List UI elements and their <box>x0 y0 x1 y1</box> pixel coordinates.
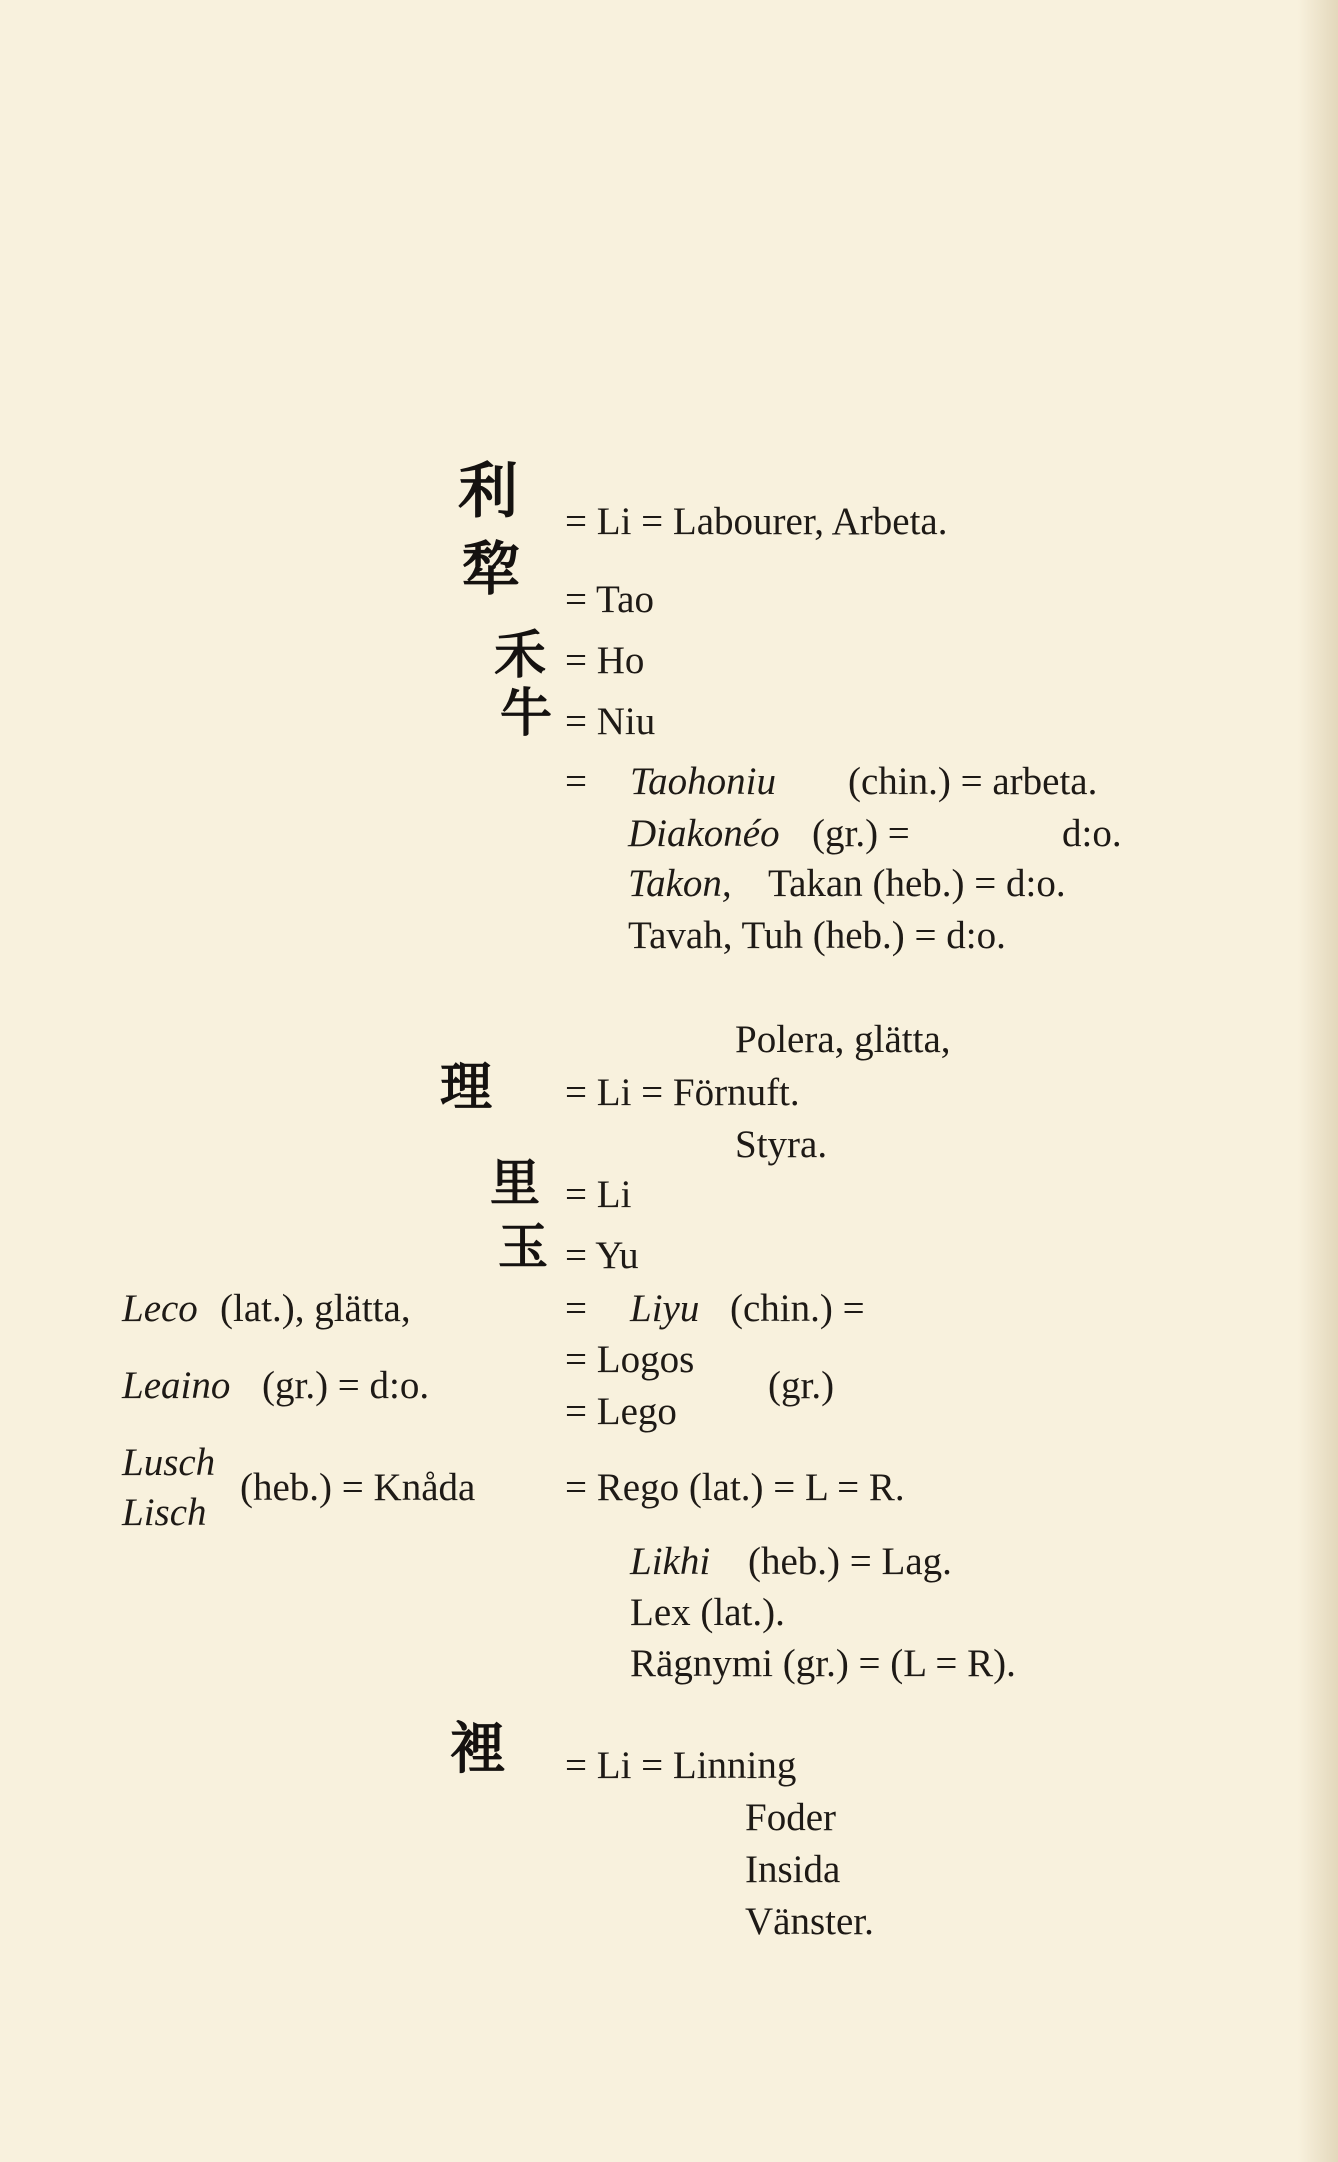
ho-line: = Ho <box>565 639 645 682</box>
diakoneo-word: Diakonéo <box>628 812 780 855</box>
leaino-word: Leaino <box>122 1364 231 1407</box>
vanster-line: Vänster. <box>745 1900 874 1943</box>
yu-line: = Yu <box>565 1234 639 1277</box>
foder-line: Foder <box>745 1796 836 1839</box>
takon-word: Takon, <box>628 862 732 905</box>
li-fornuft-line: = Li = Förnuft. <box>565 1071 800 1114</box>
insida-line: Insida <box>745 1848 841 1891</box>
leco-definition: (lat.), glätta, <box>220 1287 411 1330</box>
tao-line: = Tao <box>565 578 654 621</box>
logos-lego-greek-label: (gr.) <box>768 1364 835 1407</box>
lex-line: Lex (lat.). <box>630 1591 785 1634</box>
niu-line: = Niu <box>565 700 656 743</box>
lusch-word: Lusch <box>122 1441 216 1484</box>
liyu-definition: (chin.) = <box>730 1287 865 1330</box>
chinese-char-niu: 牛 <box>500 684 553 744</box>
takon-definition: Takan (heb.) = d:o. <box>768 862 1066 905</box>
li-line: = Li <box>565 1173 632 1216</box>
diakoneo-ditto: d:o. <box>1062 812 1122 855</box>
chinese-char-ho: 禾 <box>494 626 547 686</box>
heb-knada-line: (heb.) = Knåda <box>240 1466 476 1509</box>
li-linning-line: = Li = Linning <box>565 1744 797 1787</box>
lisch-word: Lisch <box>122 1491 207 1534</box>
lego-line: = Lego <box>565 1390 677 1433</box>
chinese-char-tao: 犂 <box>462 535 521 603</box>
taohoniu-definition: (chin.) = arbeta. <box>848 760 1098 803</box>
diakoneo-definition: (gr.) = <box>812 812 910 855</box>
leaino-definition: (gr.) = d:o. <box>262 1364 430 1407</box>
chinese-char-li-reason: 理 <box>440 1058 493 1118</box>
rego-line: = Rego (lat.) = L = R. <box>565 1466 905 1509</box>
liyu-equals: = <box>565 1287 587 1330</box>
tavah-line: Tavah, Tuh (heb.) = d:o. <box>628 914 1006 957</box>
taohoniu-equals: = <box>565 760 587 803</box>
liyu-word: Liyu <box>630 1287 700 1330</box>
taohoniu-word: Taohoniu <box>630 760 776 803</box>
chinese-char-li-village: 里 <box>490 1154 540 1212</box>
likhi-definition: (heb.) = Lag. <box>748 1540 952 1583</box>
styra-line: Styra. <box>735 1123 828 1166</box>
logos-line: = Logos <box>565 1338 695 1381</box>
ragnymi-line: Rägnymi (gr.) = (L = R). <box>630 1642 1016 1685</box>
polera-line: Polera, glätta, <box>735 1018 951 1061</box>
li-labourer-line: = Li = Labourer, Arbeta. <box>565 500 948 543</box>
leco-word: Leco <box>122 1287 198 1330</box>
page-edge-shadow <box>1298 0 1338 2162</box>
likhi-word: Likhi <box>630 1540 711 1583</box>
chinese-char-yu: 玉 <box>498 1218 548 1276</box>
chinese-char-li: 利 <box>458 457 518 527</box>
chinese-char-li-lining: 裡 <box>450 1717 506 1782</box>
